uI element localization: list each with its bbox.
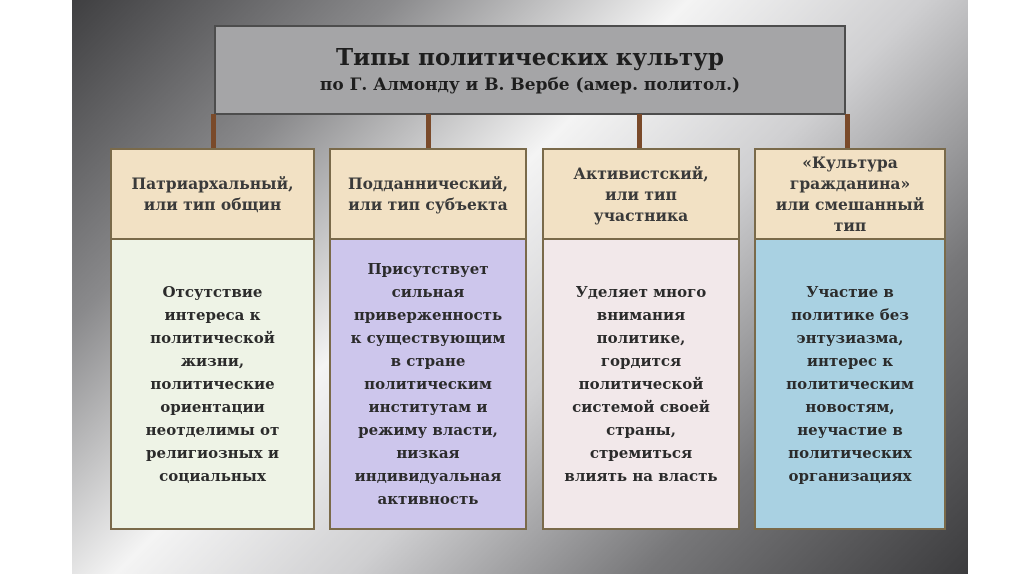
connector-2 <box>426 114 431 148</box>
column-body-text: Отсутствие интереса к политической жизни, политические ориентации неотделимы от религиозных и социальных <box>145 282 280 485</box>
column-heading <box>329 148 527 240</box>
column-heading <box>754 148 946 240</box>
column-heading-text: Подданнический, или тип субъекта <box>347 174 509 214</box>
column-body-text: Присутствует сильная приверженность к существующим в стране политическим институтам и режиму власти, низкая индивидуальная активность <box>350 259 506 508</box>
slide-background <box>72 0 968 574</box>
column-body-text: Уделяет много внимания политике, гордится политической системой своей страны, стремиться влиять на власть <box>564 282 718 485</box>
connector-3 <box>637 114 642 148</box>
column-body <box>329 240 527 530</box>
column-patriarchal <box>110 148 315 530</box>
column-heading-text: Активистский, или тип участника <box>573 163 709 225</box>
column-body-text: Участие в политике без энтузиазма, интерес к политическим новостям, неучастие в политических организациях <box>786 282 914 485</box>
column-heading-text: «Культура гражданина» или смешанный тип <box>775 153 925 235</box>
column-civic-culture <box>754 148 946 530</box>
connector-4 <box>845 114 850 148</box>
column-body <box>542 240 740 530</box>
column-heading <box>542 148 740 240</box>
column-participant <box>542 148 740 530</box>
column-body <box>110 240 315 530</box>
diagram-title: Типы политических культур <box>336 44 724 71</box>
diagram-title-box <box>214 25 846 115</box>
column-heading-text: Патриархальный, или тип общин <box>131 174 294 214</box>
connector-1 <box>211 114 216 148</box>
column-heading <box>110 148 315 240</box>
diagram-subtitle: по Г. Алмонду и В. Вербе (амер. политол.) <box>319 75 741 95</box>
column-subject <box>329 148 527 530</box>
column-body <box>754 240 946 530</box>
